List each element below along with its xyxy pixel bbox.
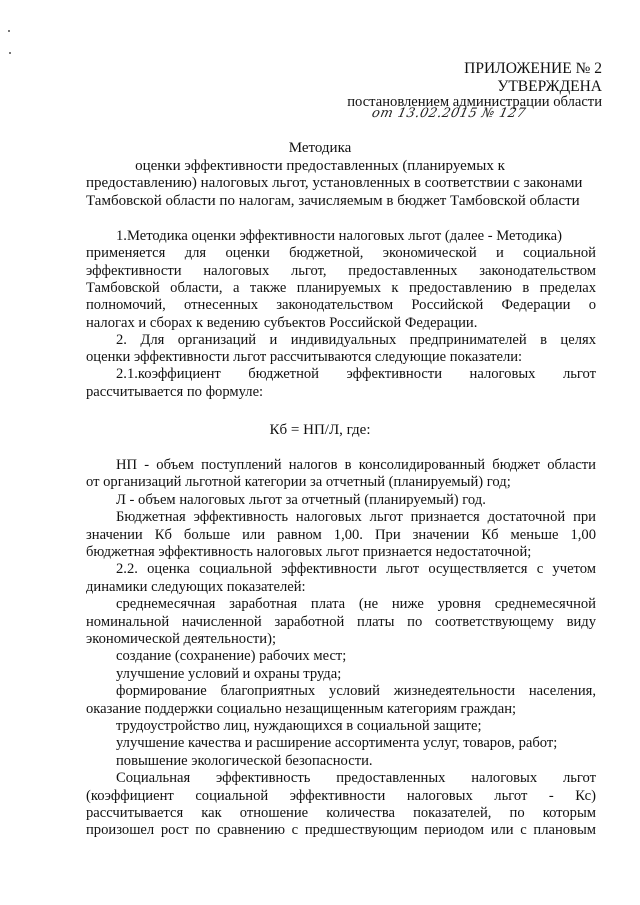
- body-line: 1.Методика оценки эффективности налоговых льгот (далее - Методика): [116, 228, 562, 244]
- body-line: Социальная эффективность предоставленных налоговых льгот: [116, 770, 596, 787]
- appendix-label: ПРИЛОЖЕНИЕ № 2: [464, 60, 602, 77]
- document-title: Методика: [288, 140, 352, 156]
- body-line: трудоустройство лиц, нуждающихся в социальной защите;: [116, 718, 482, 734]
- scan-speck: [9, 52, 11, 54]
- body-line: рассчитывается как отношение количества показателей, по которым: [86, 805, 596, 821]
- body-line: улучшение качества и расширение ассортимента услуг, товаров, работ;: [116, 735, 558, 752]
- title-line-3: Тамбовской области по налогам, зачисляемым в бюджет Тамбовской области: [86, 193, 580, 209]
- body-line: формирование благоприятных условий жизнедеятельности населения,: [116, 683, 596, 700]
- body-line: оказание поддержки социально незащищенным категориям граждан;: [86, 700, 517, 717]
- formula: Кб = НП/Л, где:: [269, 422, 371, 438]
- body-line: произошел рост по сравнению с предшествующим периодом или с плановым: [86, 822, 596, 839]
- body-line: 2. Для организаций и индивидуальных предпринимателей в целях: [116, 331, 596, 348]
- body-line: (коэффициент социальной эффективности налоговых льгот - Кс): [86, 787, 596, 804]
- handwritten-date-number: от 13.02.2015 № 127: [370, 106, 528, 121]
- body-line: полномочий, отнесенных законодательством Российской Федерации о: [86, 297, 596, 314]
- body-line: бюджетная эффективность налоговых льгот признается недостаточной;: [86, 544, 532, 560]
- body-line: НП - объем поступлений налогов в консолидированный бюджет области: [116, 457, 596, 473]
- body-line: среднемесячная заработная плата (не ниже уровня среднемесячной: [116, 596, 596, 613]
- body-line: Бюджетная эффективность налоговых льгот признается достаточной при: [116, 509, 596, 526]
- body-line: Тамбовской области, а также планируемых к предоставлению в пределах: [86, 279, 596, 296]
- decree-label: постановлением администрации области: [347, 94, 602, 110]
- body-line: применяется для оценки бюджетной, экономической и социальной: [86, 245, 596, 262]
- body-line: экономической деятельности);: [86, 631, 277, 647]
- body-line: Л - объем налоговых льгот за отчетный (планируемый) год.: [116, 491, 486, 508]
- body-line: эффективности налоговых льгот, предоставленных законодательством: [86, 262, 596, 279]
- body-line: налогах и сборах к ведению субъектов Российской Федерации.: [86, 314, 478, 331]
- body-line: 2.2. оценка социальной эффективности льгот осуществляется с учетом: [116, 561, 596, 578]
- body-line: оценки эффективности льгот рассчитываются следующие показатели:: [86, 349, 523, 366]
- body-line: 2.1.коэффициент бюджетной эффективности налоговых льгот: [116, 366, 596, 383]
- scan-speck: [8, 30, 10, 32]
- body-line: создание (сохранение) рабочих мест;: [116, 648, 347, 665]
- body-line: динамики следующих показателей:: [86, 578, 306, 595]
- title-line-1: оценки эффективности предоставленных (планируемых к: [135, 158, 505, 174]
- body-line: от организаций льготной категории за отчетный (планируемый) год;: [86, 474, 511, 491]
- body-line: значении Кб больше или равном 1,00. При значении Кб меньше 1,00: [86, 526, 596, 543]
- approved-label: УТВЕРЖДЕНА: [497, 78, 602, 95]
- body-line: номинальной начисленной заработной платы по соответствующему виду: [86, 613, 596, 630]
- body-line: улучшение условий и охраны труда;: [116, 665, 342, 682]
- body-line: рассчитывается по формуле:: [86, 383, 264, 400]
- title-line-2: предоставлению) налоговых льгот, установленных в соответствии с законами: [86, 175, 583, 191]
- body-line: повышение экологической безопасности.: [116, 752, 373, 769]
